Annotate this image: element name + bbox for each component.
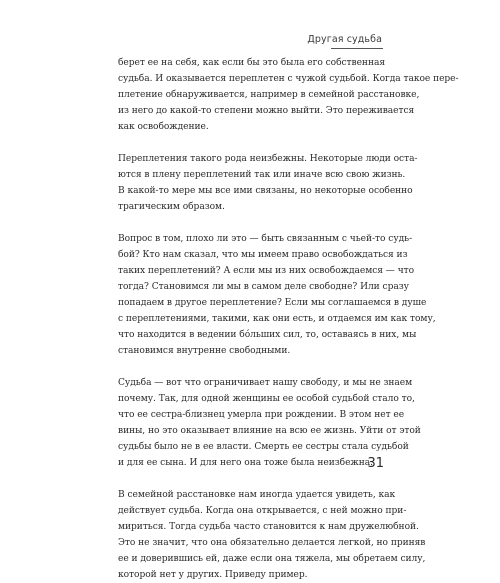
text-line: почему. Так, для одной женщины ее особой судьбой стало то, [118, 394, 415, 404]
text-line: ее и доверившись ей, даже если она тяжела, мы обретаем силу, [118, 554, 426, 564]
text-line: Судьба — вот что ограничивает нашу свободу, и мы не знаем [118, 378, 413, 388]
text-line: Это не значит, что она обязательно делается легкой, но приняв [118, 538, 426, 548]
text-line: что находится в ведении бо́льших сил, то, оставаясь в них, мы [118, 330, 417, 340]
text-line: действует судьба. Когда она открывается, с ней можно при- [118, 506, 407, 516]
text-line: тогда? Становимся ли мы в самом деле свободне? Или сразу [118, 282, 409, 292]
running-header: Другая судьба [307, 34, 382, 45]
paragraph [118, 151, 418, 215]
paragraph [118, 55, 459, 135]
text-line: вины, но это оказывает влияние на всю ее жизнь. Уйти от этой [118, 426, 421, 436]
text-line: бой? Кто нам сказал, что мы имеем право освобождаться из [118, 250, 408, 260]
text-line: Вопрос в том, плохо ли это — быть связанным с чьей-то судь- [118, 234, 413, 244]
paragraph [118, 231, 436, 359]
text-line: ются в плену переплетений так или иначе всю свою жизнь. [118, 170, 406, 180]
text-line: мириться. Тогда судьба часто становится к нам дружелюбной. [118, 522, 419, 532]
text-line: Переплетения такого рода неизбежны. Некоторые люди оста- [118, 154, 418, 164]
text-line: из него до какой-то степени можно выйти. Это переживается [118, 106, 415, 116]
text-line: берет ее на себя, как если бы это была его собственная [118, 58, 386, 68]
text-line: которой нет у других. Приведу пример. [118, 570, 308, 580]
text-line: таких переплетений? А если мы из них освобождаемся — что [118, 266, 415, 276]
text-line: плетение обнаруживается, например в семейной расстановке, [118, 90, 420, 100]
page-number: 31 [367, 456, 384, 471]
text-line: В семейной расстановке нам иногда удается увидеть, как [118, 490, 396, 500]
text-line: становимся внутренне свободными. [118, 346, 291, 356]
paragraph [118, 375, 421, 471]
text-line: судьба. И оказывается переплетен с чужой судьбой. Когда такое пере- [118, 74, 459, 84]
text-line: с переплетениями, такими, как они есть, и отдаемся им как тому, [118, 314, 436, 324]
text-line: трагическим образом. [118, 202, 225, 212]
paragraph [118, 487, 426, 583]
text-line: как освобождение. [118, 122, 209, 132]
text-line: судьбы было не в ее власти. Смерть ее сестры стала судьбой [118, 442, 409, 452]
body-text [118, 55, 459, 583]
text-line: В какой-то мере мы все ими связаны, но некоторые особенно [118, 186, 413, 196]
text-line: что ее сестра-близнец умерла при рождении. В этом нет ее [118, 410, 405, 420]
text-line: и для ее сына. И для него она тоже была неизбежна. [118, 458, 373, 468]
text-line: попадаем в другое переплетение? Если мы соглашаемся в душе [118, 298, 427, 308]
header-rule [331, 48, 383, 49]
